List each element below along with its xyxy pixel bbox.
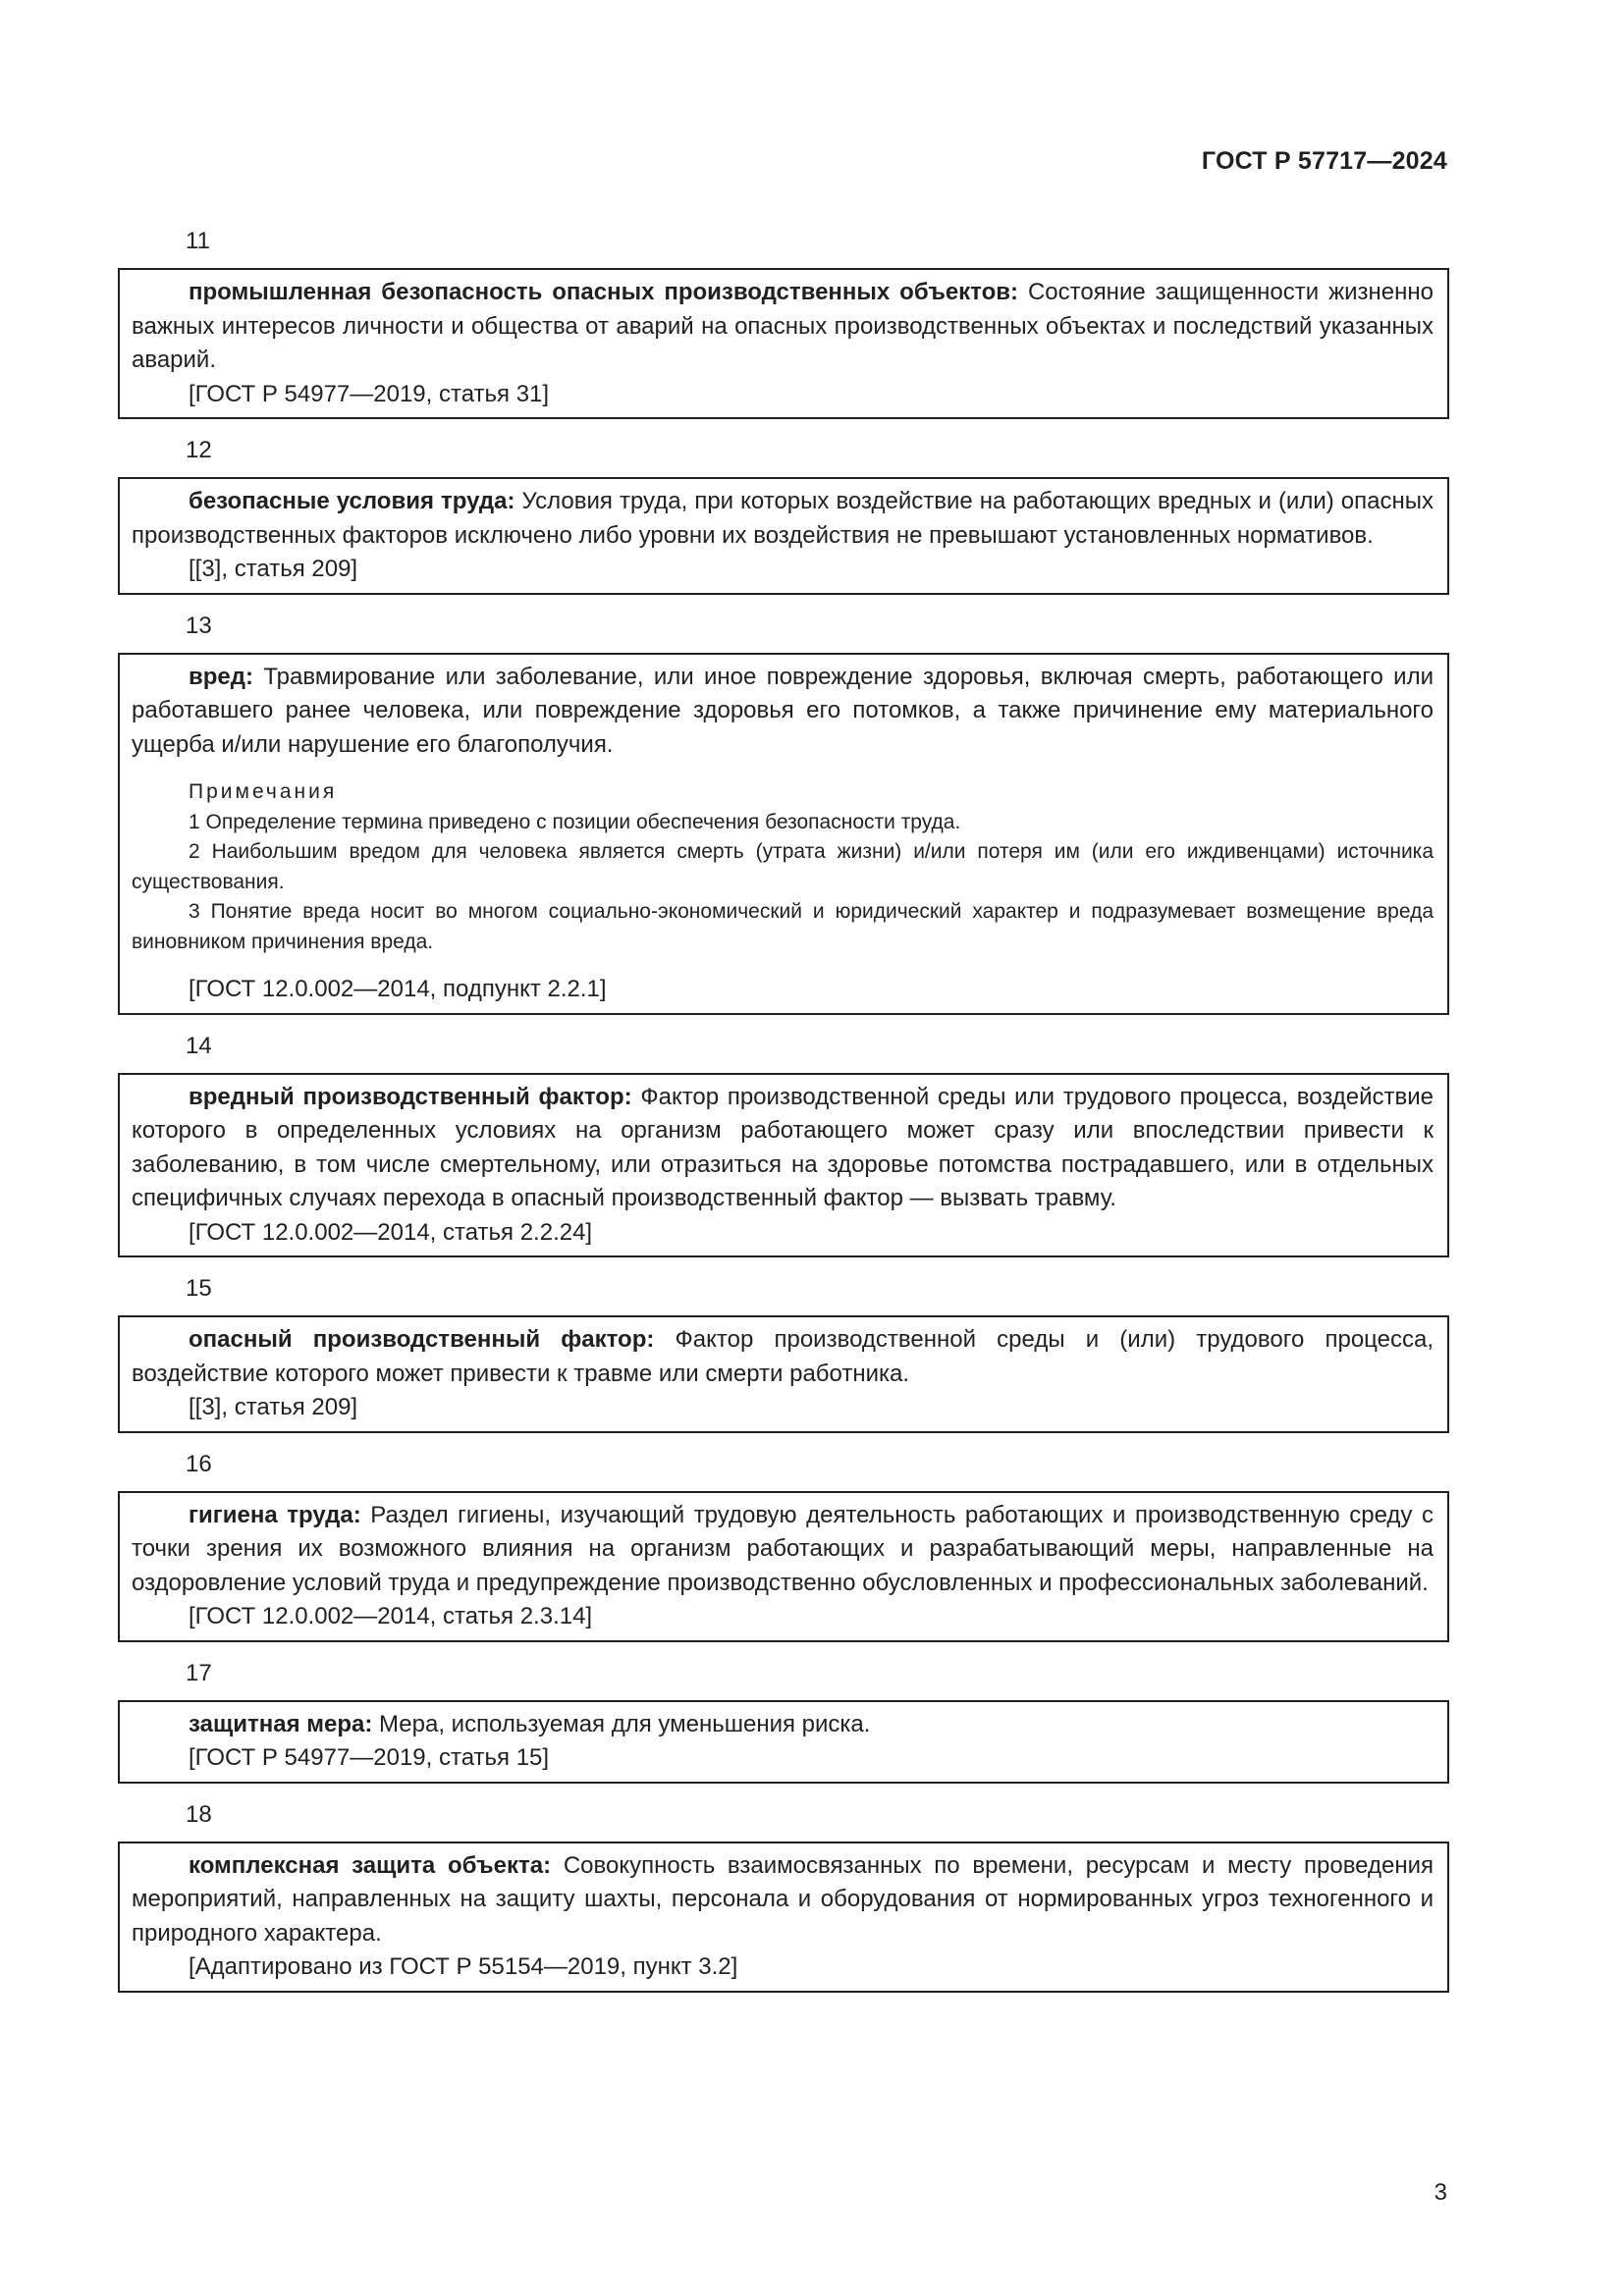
term-box (118, 1073, 1449, 1258)
entry-number: 12 (186, 437, 212, 463)
entry-number: 16 (186, 1450, 212, 1477)
term-name: опасный производственный фактор: (189, 1326, 655, 1353)
document-code: ГОСТ Р 57717—2024 (1201, 147, 1447, 175)
term-definition (132, 1081, 1434, 1216)
term-source: [ГОСТ 12.0.002—2014, статья 2.2.24] (189, 1218, 593, 1246)
term-entry (118, 1275, 1449, 1433)
entry-number: 17 (186, 1659, 212, 1686)
term-entry (118, 437, 1449, 595)
term-source: [[3], статья 209] (189, 556, 358, 582)
term-entry (118, 1451, 1449, 1642)
term-box (118, 268, 1449, 419)
page-number: 3 (1434, 2179, 1447, 2206)
note-item: 2 Наибольшим вредом для человека является смерть (утрата жизни) и/или потеря им (или его иждивенцами) источника существования. (132, 840, 1434, 893)
note-item: 1 Определение термина приведено с позиции обеспечения безопасности труда. (189, 810, 961, 833)
definition-text: Раздел гигиены, изучающий трудовую деятельность работающих и производственную среду с точки зрения их возможного влияния на организм работающих и разрабатывающий меры, направленные на оздоровление условий труда и предупреждение производственно обусловленных и профессиональных заболеваний. (132, 1501, 1434, 1596)
term-name: комплексная защита объекта: (189, 1851, 552, 1879)
definition-text: Совокупность взаимосвязанных по времени, ресурсам и месту проведения мероприятий, направленных на защиту шахты, персонала и оборудования от нормированных угроз техногенного и природного характера. (132, 1851, 1435, 1947)
term-definition (132, 661, 1434, 763)
term-entry (118, 1801, 1449, 1993)
notes-block (132, 777, 1434, 957)
definition-text: Условия труда, при которых воздействие на работающих вредных и (или) опасных производственных факторов исключено либо уровни их воздействия не превышают установленных нормативов. (132, 488, 1434, 549)
term-source: [ГОСТ Р 54977—2019, статья 15] (189, 1744, 550, 1771)
term-name: защитная мера: (189, 1710, 373, 1737)
term-box (118, 1315, 1449, 1433)
entry-number: 13 (186, 612, 212, 639)
term-box (118, 477, 1449, 595)
entry-number: 18 (186, 1800, 212, 1828)
term-entry (118, 1033, 1449, 1258)
note-item: 3 Понятие вреда носит во многом социально-экономический и юридический характер и подразумевает возмещение вреда виновником причинения вреда. (132, 900, 1434, 953)
term-name: промышленная безопасность опасных производственных объектов: (189, 279, 1019, 305)
term-name: гигиена труда: (189, 1501, 361, 1528)
term-name: вредный производственный фактор: (189, 1083, 632, 1110)
term-entry (118, 1660, 1449, 1784)
term-definition (132, 276, 1434, 378)
term-source: [[3], статья 209] (189, 1394, 358, 1420)
term-definition (132, 1708, 1434, 1742)
term-definition (132, 485, 1434, 553)
definition-text: Фактор производственной среды и (или) трудового процесса, воздействие которого может привести к травме или смерти работника. (132, 1326, 1435, 1387)
term-source: [ГОСТ 12.0.002—2014, статья 2.3.14] (189, 1603, 593, 1629)
term-box (118, 1842, 1449, 1993)
term-definition (132, 1323, 1434, 1391)
term-name: вред: (189, 663, 253, 690)
entry-number: 14 (186, 1032, 212, 1059)
term-entry (118, 613, 1449, 1015)
term-definition (132, 1849, 1434, 1951)
term-definition (132, 1499, 1434, 1601)
entry-number: 11 (186, 228, 210, 254)
definition-text: Состояние защищенности жизненно важных интересов личности и общества от аварий на опасных производственных объектах и последствий указанных аварий. (132, 279, 1435, 373)
term-entry (118, 228, 1449, 419)
term-box (118, 1700, 1449, 1784)
definition-text: Мера, используемая для уменьшения риска. (379, 1710, 871, 1737)
entry-number: 15 (186, 1275, 212, 1302)
notes-heading: Примечания (189, 780, 338, 803)
definition-text: Травмирование или заболевание, или иное повреждение здоровья, включая смерть, работающего или работавшего ранее человека, или повреждение здоровья его потомков, а также причинение ему материального ущерба и/или нарушение его благополучия. (132, 663, 1434, 758)
term-entries (118, 228, 1449, 2010)
term-source: [ГОСТ Р 54977—2019, статья 31] (189, 380, 550, 407)
term-source: [ГОСТ 12.0.002—2014, подпункт 2.2.1] (189, 976, 607, 1002)
term-box (118, 1491, 1449, 1642)
term-source: [Адаптировано из ГОСТ Р 55154—2019, пункт 3.2] (189, 1953, 738, 1980)
definition-text: Фактор производственной среды или трудового процесса, воздействие которого в определенных условиях на организм работающего может сразу или впоследствии привести к заболеванию, в том числе смертельному, или отразиться на здоровье потомства пострадавшего, или в отдельных специфичных случаях перехода в опасный производственный фактор — вызвать травму. (132, 1083, 1434, 1211)
term-box (118, 653, 1449, 1015)
term-name: безопасные условия труда: (189, 488, 515, 514)
